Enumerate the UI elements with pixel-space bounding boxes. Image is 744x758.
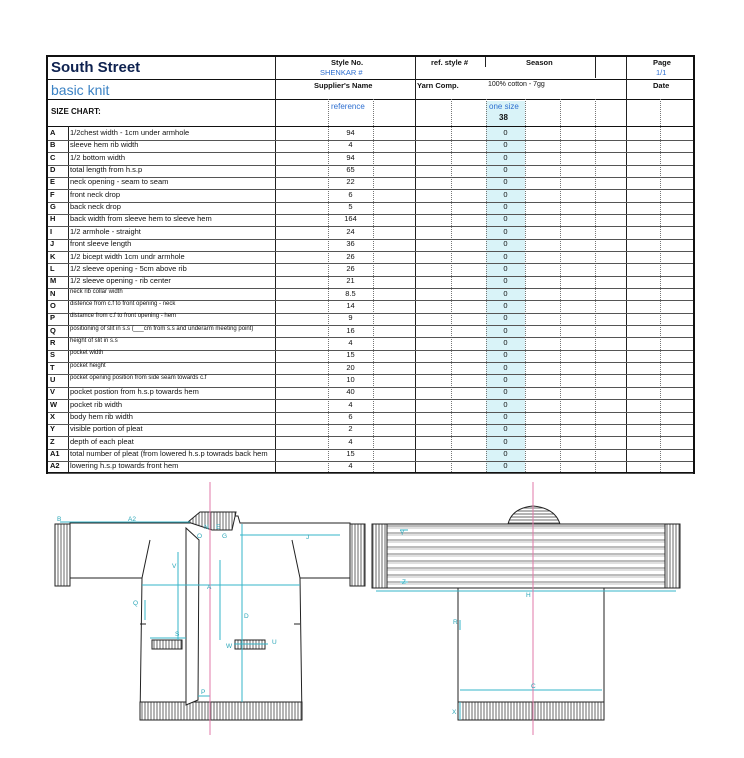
row-size-value: 0 <box>503 251 508 261</box>
size-chart-row <box>48 289 693 301</box>
row-description: pocket rib width <box>70 399 123 409</box>
size-chart-row <box>48 177 693 189</box>
row-size-value: 0 <box>503 226 508 236</box>
row-description: 1/2 sleeve opening - rib center <box>70 276 171 286</box>
front-label-D: D <box>244 613 249 620</box>
row-reference-value: 94 <box>346 152 355 162</box>
size-chart-row <box>48 202 693 214</box>
row-code: A2 <box>50 461 60 471</box>
technical-drawings <box>0 475 744 758</box>
row-description: pocket opening position from side seam towards c.f <box>70 375 207 381</box>
row-reference-value: 4 <box>348 436 353 446</box>
row-size-value: 0 <box>503 461 508 471</box>
size-chart-row <box>48 153 693 165</box>
row-reference-value: 4 <box>348 337 353 347</box>
size-chart-row <box>48 461 693 473</box>
row-size-value: 0 <box>503 337 508 347</box>
row-reference-value: 2 <box>348 424 353 434</box>
spec-sheet <box>46 55 695 474</box>
row-reference-value: 164 <box>344 214 357 224</box>
size-chart-row <box>48 437 693 449</box>
row-reference-value: 6 <box>348 412 353 422</box>
row-size-value: 0 <box>503 449 508 459</box>
front-label-G: G <box>222 533 228 540</box>
size-chart-row <box>48 387 693 399</box>
front-label-V: V <box>172 563 177 570</box>
row-code: E <box>50 177 56 187</box>
style-no-value: SHENKAR # <box>320 68 363 77</box>
row-size-value: 0 <box>503 436 508 446</box>
row-code: Y <box>50 424 56 434</box>
row-reference-value: 26 <box>346 263 355 273</box>
size-chart-row <box>48 400 693 412</box>
season-label: Season <box>526 58 553 67</box>
front-label-N: N <box>204 524 209 531</box>
row-reference-value: 22 <box>346 177 355 187</box>
row-reference-value: 65 <box>346 165 355 175</box>
row-code: I <box>50 226 53 236</box>
row-code: Z <box>50 436 55 446</box>
brand-name: South Street <box>51 59 141 76</box>
row-reference-value: 10 <box>346 375 355 384</box>
row-code: B <box>50 140 56 150</box>
row-description: pocket postion from h.s.p towards hem <box>70 387 199 397</box>
row-code: H <box>50 214 56 224</box>
row-code: A <box>50 128 56 137</box>
front-label-J: J <box>306 534 310 541</box>
row-size-value: 0 <box>503 412 508 422</box>
one-size-label: one size <box>489 102 519 111</box>
row-code: G <box>50 202 56 212</box>
row-size-value: 0 <box>503 313 508 323</box>
row-code: K <box>50 251 56 261</box>
row-reference-value: 16 <box>346 325 355 335</box>
row-code: T <box>50 362 55 372</box>
row-description: body hem rib width <box>70 412 133 422</box>
row-reference-value: 21 <box>346 276 355 286</box>
row-size-value: 0 <box>503 189 508 199</box>
size-chart-row <box>48 313 693 325</box>
row-size-value: 0 <box>503 399 508 409</box>
yarn-label: Yarn Comp. <box>417 81 459 90</box>
row-reference-value: 9 <box>348 313 353 323</box>
front-label-B: B <box>57 516 62 523</box>
row-description: 1/2chest width - 1cm under armhole <box>70 128 190 137</box>
row-code: X <box>50 412 56 422</box>
row-size-value: 0 <box>503 350 508 360</box>
row-code: L <box>50 263 55 273</box>
row-code: D <box>50 165 56 175</box>
row-description: front neck drop <box>70 189 121 199</box>
front-label-E: E <box>216 524 221 531</box>
size-chart-row <box>48 363 693 375</box>
back-label-R: R <box>453 619 458 626</box>
row-description: positioning of slit in s.s (___cm from s.s and underarm meeting point) <box>70 325 254 332</box>
row-code: S <box>50 350 56 360</box>
row-size-value: 0 <box>503 325 508 335</box>
row-reference-value: 4 <box>348 399 353 409</box>
page-label: Page <box>653 58 671 67</box>
row-size-value: 0 <box>503 300 508 310</box>
row-description: pocket height <box>70 362 106 369</box>
row-description: neck rib collar width <box>70 288 123 295</box>
size-chart-row <box>48 128 693 140</box>
row-size-value: 0 <box>503 128 508 137</box>
size-chart-row <box>48 227 693 239</box>
row-size-value: 0 <box>503 202 508 212</box>
row-size-value: 0 <box>503 152 508 162</box>
row-size-value: 0 <box>503 375 508 384</box>
row-code: P <box>50 313 56 323</box>
row-reference-value: 26 <box>346 251 355 261</box>
row-size-value: 0 <box>503 362 508 372</box>
row-code: W <box>50 399 58 409</box>
row-size-value: 0 <box>503 263 508 273</box>
supplier-label: Supplier's Name <box>314 81 373 90</box>
row-code: A1 <box>50 449 60 459</box>
row-description: neck opening - seam to seam <box>70 177 169 187</box>
row-size-value: 0 <box>503 239 508 249</box>
row-reference-value: 4 <box>348 461 353 471</box>
row-size-value: 0 <box>503 177 508 187</box>
row-reference-value: 24 <box>346 226 355 236</box>
row-size-value: 0 <box>503 140 508 150</box>
row-reference-value: 94 <box>346 128 355 137</box>
front-label-A: A <box>207 584 212 591</box>
row-reference-value: 20 <box>346 362 355 372</box>
front-label-P: P <box>201 689 206 696</box>
size-chart-row <box>48 375 693 387</box>
size-chart-row <box>48 424 693 436</box>
size-chart-row <box>48 326 693 338</box>
front-label-W: W <box>226 643 233 650</box>
row-size-value: 0 <box>503 214 508 224</box>
row-description: front sleeve length <box>70 239 132 249</box>
row-description: 1/2 sleeve opening - 5cm above rib <box>70 263 187 273</box>
row-code: O <box>50 300 56 310</box>
row-code: J <box>50 239 55 249</box>
front-label-A2: A2 <box>128 516 136 523</box>
row-reference-value: 14 <box>346 300 355 310</box>
row-description: pocket width <box>70 350 104 357</box>
size-value: 38 <box>499 113 508 122</box>
front-label-S: S <box>175 631 180 638</box>
size-chart-row <box>48 449 693 461</box>
back-label-H: H <box>526 592 531 599</box>
size-chart-row <box>48 350 693 362</box>
page-value: 1/1 <box>656 68 667 77</box>
row-description: distamce from c.f to front opening - hem <box>70 313 177 320</box>
size-chart-row <box>48 412 693 424</box>
back-label-X: X <box>452 709 457 716</box>
date-label: Date <box>653 81 670 90</box>
size-chart-row <box>48 140 693 152</box>
row-reference-value: 15 <box>346 449 355 459</box>
product-name: basic knit <box>51 82 110 98</box>
row-description: 1/2 bicept width 1cm undr armhole <box>70 251 185 261</box>
row-code: R <box>50 337 56 347</box>
front-label-O: O <box>197 533 203 540</box>
size-chart-row <box>48 252 693 264</box>
row-description: lowering h.s.p towards front hem <box>70 461 179 471</box>
row-description: back neck drop <box>70 202 121 212</box>
row-reference-value: 6 <box>348 189 353 199</box>
row-reference-value: 5 <box>348 202 353 212</box>
row-code: V <box>50 387 56 397</box>
row-description: 1/2 bottom width <box>70 152 126 162</box>
row-code: C <box>50 152 56 162</box>
front-label-U: U <box>272 639 277 646</box>
row-code: U <box>50 375 56 384</box>
row-description: 1/2 armhole - straight <box>70 226 141 236</box>
row-reference-value: 40 <box>346 387 355 397</box>
ref-style-label: ref. style # <box>431 58 469 67</box>
size-chart-row <box>48 264 693 276</box>
row-reference-value: 15 <box>346 350 355 360</box>
row-size-value: 0 <box>503 288 508 298</box>
row-reference-value: 8.5 <box>345 288 356 298</box>
row-reference-value: 36 <box>346 239 355 249</box>
row-description: total number of pleat (from lowered h.s.p towrads back hem <box>70 449 268 459</box>
row-size-value: 0 <box>503 276 508 286</box>
size-chart-row <box>48 214 693 226</box>
row-code: F <box>50 189 55 199</box>
row-description: distence from c.f to front opening - neck <box>70 300 176 307</box>
row-size-value: 0 <box>503 424 508 434</box>
back-view <box>372 506 680 720</box>
size-chart-title: SIZE CHART: <box>51 107 101 116</box>
size-chart-row <box>48 301 693 313</box>
row-size-value: 0 <box>503 387 508 397</box>
back-label-C: C <box>531 683 536 690</box>
back-label-Y: Y <box>400 530 405 537</box>
size-chart-row <box>48 276 693 288</box>
row-description: total length from h.s.p <box>70 165 143 175</box>
size-chart-row <box>48 190 693 202</box>
row-reference-value: 4 <box>348 140 353 150</box>
style-no-label: Style No. <box>331 58 364 67</box>
row-code: Q <box>50 325 56 335</box>
row-description: visible portion of pleat <box>70 424 143 434</box>
yarn-value: 100% cotton - 7gg <box>488 81 545 88</box>
row-description: height of slit in s.s <box>70 337 118 344</box>
front-label-Q: Q <box>133 600 139 607</box>
row-code: N <box>50 288 56 298</box>
row-description: sleeve hem rib width <box>70 140 139 150</box>
size-chart-row <box>48 239 693 251</box>
row-description: back width from sleeve hem to sleeve hem <box>70 214 212 224</box>
back-label-Z: Z <box>402 579 406 586</box>
row-description: depth of each pleat <box>70 436 134 446</box>
row-size-value: 0 <box>503 165 508 175</box>
size-chart-row <box>48 338 693 350</box>
reference-label: reference <box>331 102 365 111</box>
row-code: M <box>50 276 57 286</box>
size-chart-row <box>48 165 693 177</box>
